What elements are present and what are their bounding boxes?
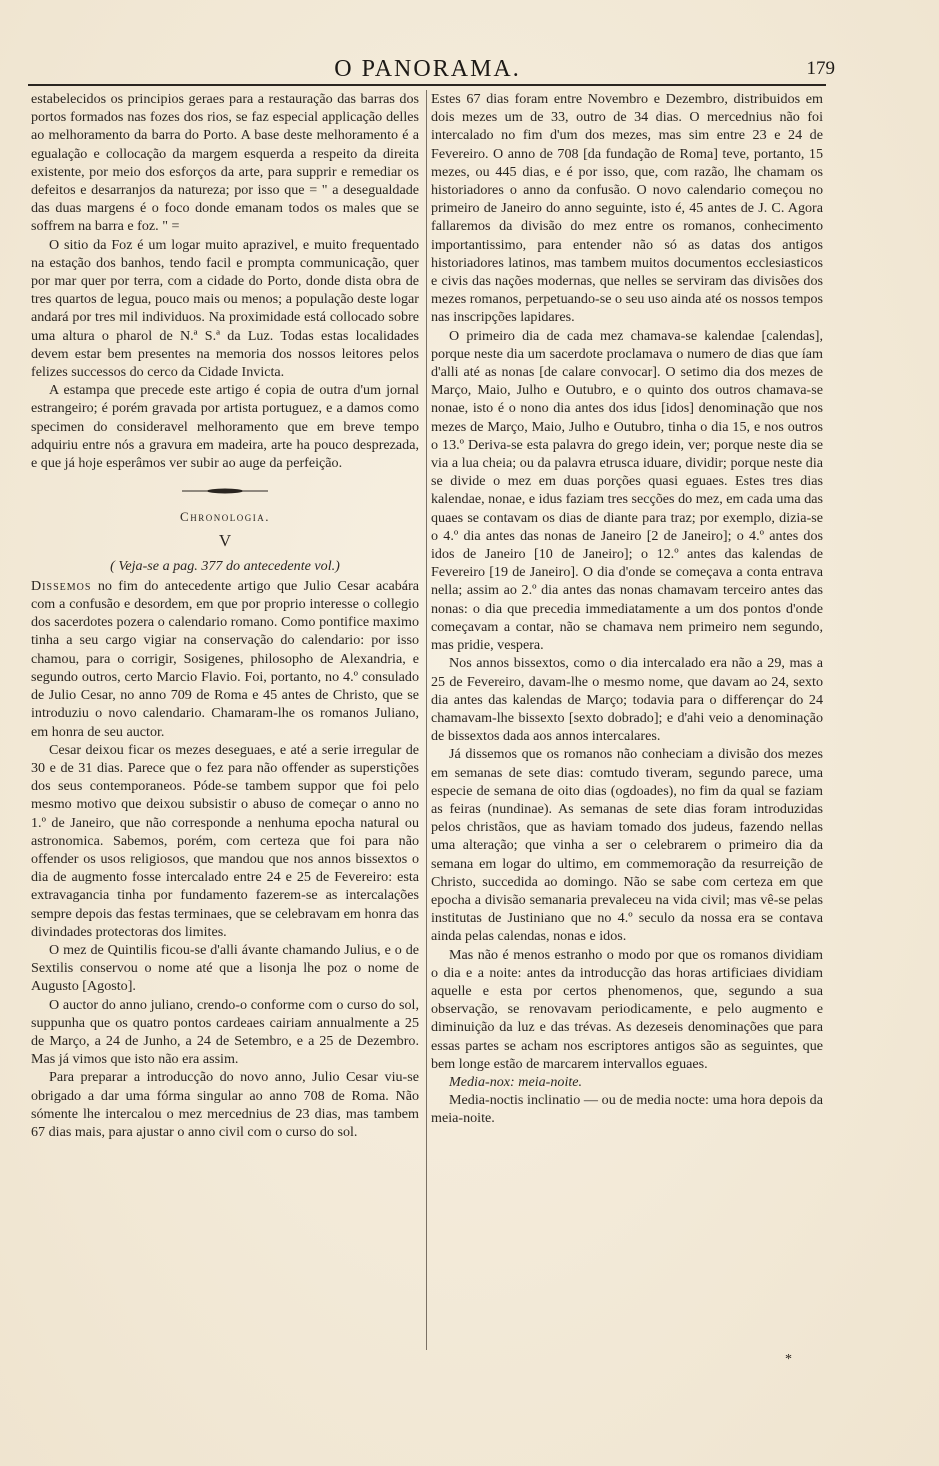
section-number: V: [218, 531, 232, 551]
list-item: Media-nox: meia-noite.: [449, 1073, 583, 1090]
paragraph: O auctor do anno juliano, crendo-o conforme com o curso do sol, suppunha que os quatro pontos cardeaes cairiam annualmente a 25 de Março, a 24 de Junho, a 24 de Setembro, e a 25 de Dezembro. Mas já vimos que isto não era assim.: [31, 996, 419, 1068]
paragraph: Mas não é menos estranho o modo por que os romanos dividiam o dia e a noite: antes da introducção das horas artificiaes dividiam aquelle e esta por certos phenomenos, que, segundo a sua observação, se renovavam periodicamente, e pelo augmento e diminuição da luz e das trévas. As dezeseis denominações que para essas partes se acham nos escriptores antigos são as seguintes, que bem longe estão de marcarem intervallos eguaes.: [431, 946, 823, 1072]
right-column: [431, 90, 823, 1128]
section-title: Chronologia.: [180, 509, 270, 525]
paragraph: estabelecidos os principios geraes para a restauração das barras dos portos formados nas fozes dos rios, se faz especial applicação delles ao melhoramento da barra do Porto. A base deste melhoramento é a egualação e collocação da margem esquerda a respeito da direita existente, por meio dos esforços da arte, para supprir e remediar os defeitos e desarranjos da natureza; por isso que = " a desegualdade das duas margens é o foco donde emanam todos os males que se soffrem na barra e foz. " =: [31, 91, 419, 235]
drop-lead: Dissemos: [31, 577, 92, 594]
page-number: 179: [806, 58, 835, 79]
column-divider: [426, 90, 427, 1350]
paragraph: Nos annos bissextos, como o dia intercalado era não a 29, mas a 25 de Fevereiro, davam-lhe o mesmo nome, que davam ao 24, sexto dia antes das kalendas de Março; todavia para o differençar do 24 chamavam-lhe bissexto [sexto dobrado]; e d'ahi veio a denominação de bissextos dada aos annos intercalares.: [431, 655, 823, 745]
paragraph: Estes 67 dias foram entre Novembro e Dezembro, distribuidos em dois mezes um de 33, outro de 34 dias. O mercednius não foi intercalado no fim d'um dos mezes, mas sim entre 23 e 24 de Fevereiro. O anno de 708 [da fundação de Roma] teve, portanto, 15 mezes, ou 445 dias, e é por isso, que, com razão, lhe chamam os historiadores o anno da confusão. O novo calendario começou no primeiro de Janeiro do anno seguinte, isto é, 45 antes de J. C. Agora fallaremos da divisão do mez entre os romanos, conhecimento importantissimo, para entender não só as datas dos antigos historiadores latinos, mas tambem muitos documentos ecclesiasticos e civis das nações modernas, que nelles se serviram das divisões dos mezes romanos, perpetuando-se o seu uso ainda até os nossos tempos nas inscripções lapidares.: [431, 91, 823, 326]
paragraph: O primeiro dia de cada mez chamava-se kalendae [calendas], porque neste dia um sacerdote proclamava o numero de dias que íam d'alli até as nonas [de calare convocar]. O setimo dia dos mezes de Março, Maio, Julho e Outubro, e o quinto dos outros chamava-se nonae, isto é o nono dia antes dos idus [idos] denominação que nos mezes de Março, Maio, Julho e Outubro, tinha o dia 15, e nos outros o 13.º Deriva-se esta palavra do grego idein, ver; porque neste dia se via a lua cheia; ou da palavra etrusca iduare, dividir; porque neste dia se divide o mez em duas porções quasi eguaes. Estes tres dias kalendae, nonae, e idus faziam tres secções do mez, em cada uma das quaes se contavam os dias de diante para traz; por exemplo, dizia-se o 4.º dia antes das nonas de Janeiro [2 de Janeiro]; o 4.º antes dos idos de Janeiro [10 de Janeiro]; o 12.º antes das kalendas de Fevereiro [19 de Janeiro]. O dia d'onde se começava a conta entrava nella; assim ao 2.º dia antes das nonas chamavam terceiro antes das nonas: o dia que precedia immediatamente a um dos pontos d'onde começavam a contar, não se chamava nem primeiro nem segundo, mas pridie, vespera.: [431, 327, 823, 654]
paragraph: O mez de Quintilis ficou-se d'alli ávante chamando Julius, e o de Sextilis conservou o nome até que a lisonja lhe poz o nome de Augusto [Agosto].: [31, 941, 419, 995]
section-ornament: [31, 486, 419, 496]
paragraph: Para preparar a introducção do novo anno, Julio Cesar viu-se obrigado a dar uma fórma singular ao anno 708 de Roma. Não sómente lhe intercalou o mez mercednius de 23 dias, mas tambem 67 dias mais, para ajustar o anno civil com o curso do sol.: [31, 1069, 419, 1140]
page-title: O PANORAMA.: [334, 56, 521, 82]
paragraph-text: no fim do antecedente artigo que Julio Cesar acabára com a confusão e desordem, em que por proprio interesse o collegio dos sacerdotes pozera o calendario romano. Como pontifice maximo tinha a seu cargo vigiar na conservação do calendario: por isso chamou, para o corrigir, Sosigenes, philosopho de Alexandria, e segundo outros, certo Marcio Flavio. Foi, portanto, no 4.º consulado de Julio Cesar, no anno 709 de Roma e 45 antes de Christo, que se introduziu o novo calendario. Chamaram-lhe os romanos Juliano, em honra de seu auctor.: [31, 577, 419, 740]
section-reference: ( Veja-se a pag. 377 do antecedente vol.): [110, 557, 340, 574]
header-rule: [28, 84, 826, 86]
left-column: [31, 90, 419, 1141]
list-item: Media-noctis inclinatio — ou de media nocte: uma hora depois da meia-noite.: [431, 1092, 823, 1127]
footnote-asterisk: *: [785, 1352, 792, 1367]
paragraph: Cesar deixou ficar os mezes deseguaes, e até a serie irregular de 30 e de 31 dias. Parece que o fez para não offender as superstições dos seus contemporaneos. Póde-se tambem suppor que foi pelo mesmo motivo que deixou subsistir o abuso de começar o anno no 1.º de Janeiro, que não corresponde a nenhuma epocha natural ou astronomica. Sabemos, porém, com certeza que foi para não offender os usos religiosos, que mandou que nos annos bissextos o dia de augmento fosse intercalado entre 24 e 25 de Fevereiro: esta extravagancia tinha por fundamento fazerem-se as intercalações sempre depois das festas terminaes, que se celebravam em honra das divindades protectoras dos limites.: [31, 741, 419, 940]
page-header: [30, 56, 835, 82]
paragraph: A estampa que precede este artigo é copia de outra d'um jornal estrangeiro; é porém gravada por artista portuguez, e a damos como specimen do consideravel melhoramento que em breve tempo adquiriu entre nós a gravura em madeira, arte ha pouco desprezada, e que já hoje esperâmos ver subir ao auge da perfeição.: [31, 382, 419, 472]
paragraph: O sitio da Foz é um logar muito aprazivel, e muito frequentado na estação dos banhos, tendo facil e prompta communicação, quer por mar quer por terra, com a cidade do Porto, donde dista obra de tres quartos de legua, pouco mais ou menos; a população deste logar andará por tres mil individuos. Na proximidade está collocado sobre uma altura o pharol de N.ª S.ª da Luz. Todas estas localidades devem estar bem presentes na memoria dos nossos leitores pelos felizes successos do cerco da Cidade Invicta.: [31, 236, 419, 381]
paragraph: [31, 577, 419, 741]
paragraph: Já dissemos que os romanos não conheciam a divisão dos mezes em semanas de sete dias: comtudo tiveram, segundo parece, uma especie de semana de oito dias (ogdoades), no fim da qual se faziam as feiras (nundinae). As semanas de sete dias foram introduzidas pelos christãos, que as haviam tomado dos judeus, fazendo nellas uma alteração; que vinha a ser o celebrarem o primeiro dia da semana em logar do ultimo, em commemoração da resurreição de Christo, succedida ao domingo. Não se sabe com certeza em que epocha a divisão semanaria prevaleceu na vida civil; mas vê-se pelas institutas de Justiniano que no 4.º seculo da nossa era se contava ainda pelas calendas, nonas e idos.: [431, 746, 823, 945]
